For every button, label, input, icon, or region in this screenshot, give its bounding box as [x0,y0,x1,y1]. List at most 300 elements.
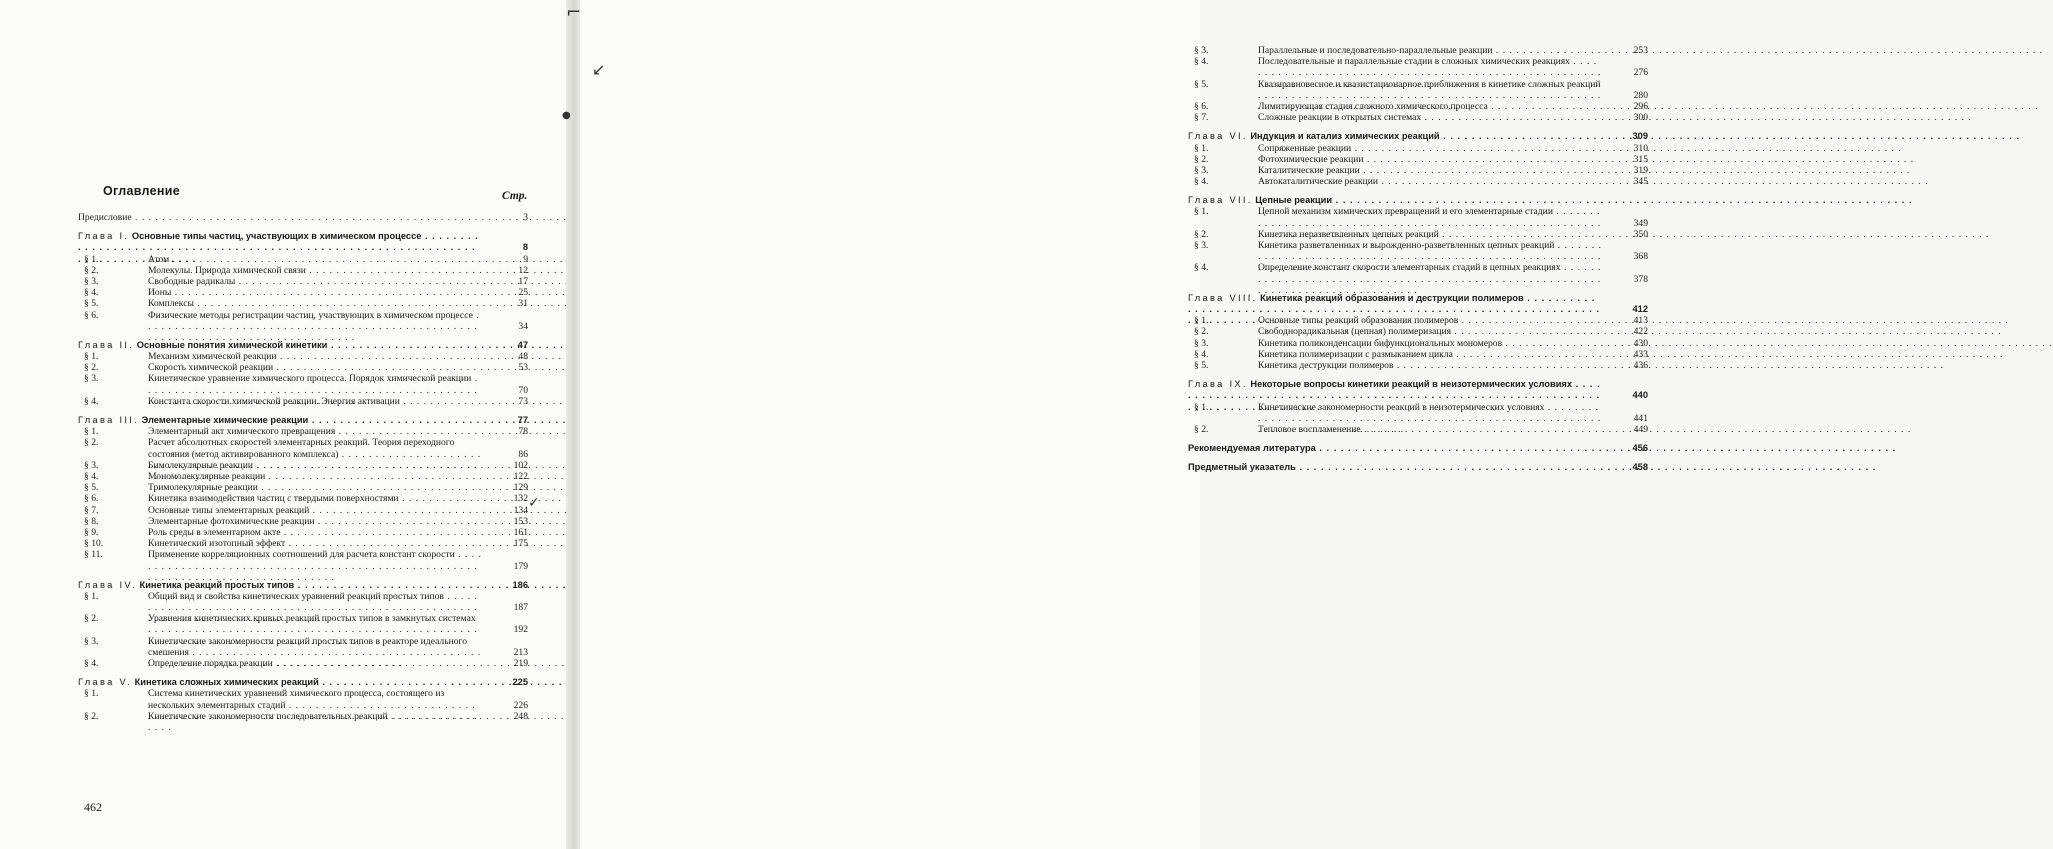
section-number: § 3. [1194,45,1209,56]
entry-text: Квазиравновесное и квазистационарное приближения в кинетике сложных реакций [1258,78,1601,90]
section-number: § 3. [1194,164,1209,176]
section-number: § 2. [1194,153,1209,165]
toc-chapter [78,677,528,688]
toc-entry-title [78,415,528,426]
toc-entry-title [84,437,528,460]
entry-text: Общий вид и свойства кинетических уравнений реакций простых типов [148,590,444,602]
entry-text: Предисловие [78,212,132,223]
entry-text: Основные типы частиц, участвующих в химическом процессе [131,231,422,242]
toc-section [84,253,528,265]
toc-page-number: 349 [1633,217,1648,229]
toc-section [84,493,528,505]
entry-text: Последовательные и параллельные стадии в сложных химических реакциях [1258,56,1570,68]
toc-section [1194,153,1648,165]
toc-section [84,613,528,636]
toc-page-number: 345 [1633,176,1648,188]
toc-page-number: 78 [518,426,528,438]
toc-page-number: 86 [518,448,528,460]
toc-section [84,688,528,711]
toc-page-number: 413 [1633,315,1648,327]
toc-page-number: 378 [1633,273,1648,285]
chapter-prefix: Глава III. [78,415,140,426]
toc-entry-title [84,275,528,287]
section-number: § 4. [1194,56,1209,68]
toc-page-number: 436 [1633,359,1648,371]
section-number: § 5. [84,482,99,494]
toc-entry-title [84,459,528,471]
toc-entry-title [84,538,528,550]
toc-page-number: 25 [518,287,528,299]
toc-page-number: 34 [518,320,528,332]
entry-text: Свободные радикалы [148,275,236,287]
toc-entry-title [84,493,528,505]
toc-page-number: 368 [1633,251,1648,263]
toc-entry-title [1194,228,1648,240]
entry-text: Лимитирующая стадия сложного химического процесса [1258,100,1488,112]
toc-page-number: 77 [517,415,528,426]
toc-section [84,635,528,658]
toc-entry-title [84,515,528,527]
section-number: § 6. [1194,100,1209,112]
entry-text: Кинетический изотопный эффект [148,538,286,550]
toc-page-number: 226 [513,699,528,711]
toc-chapter [78,415,528,426]
toc-page-number: 280 [1633,89,1648,101]
scan-mark-icon: ⌐ [566,2,582,23]
toc-page-number: 73 [518,395,528,407]
page-number: 462 [84,800,102,814]
entry-text: Каталитические реакции [1258,164,1360,176]
toc-section [84,459,528,471]
section-number: § 6. [84,493,99,505]
toc-entry-title [1194,315,1648,327]
entry-text: Цепные реакции [1255,195,1333,206]
entry-text: Константа скорости химической реакции. Энергия активации [148,395,400,407]
toc-entry-title [1194,56,1648,78]
toc-entry-title [1188,379,1648,401]
toc-entry-title [84,373,528,395]
entry-text: Элементарные фотохимические реакции [148,515,315,527]
toc-section [84,275,528,287]
toc-section [84,538,528,550]
toc-entry-title [1194,240,1648,262]
entry-text: Кинетика поликонденсации бифункциональных мономеров [1258,337,1503,349]
toc-entry-title [1194,176,1648,188]
section-number: § 3. [84,275,99,287]
toc-entry-title [84,426,528,438]
chapter-prefix: Глава II. [78,339,135,350]
section-number: § 3. [84,635,99,647]
chapter-prefix: Глава VII. [1188,195,1253,206]
page-title: Оглавление [103,184,180,198]
entry-text: Рекомендуемая литература [1188,443,1316,454]
toc-page-number: 9 [523,253,528,265]
toc-page-number: 276 [1633,67,1648,79]
section-number: § 2. [1194,326,1209,338]
toc-entry-title [1194,348,1648,360]
toc-entry-title [1188,131,1648,142]
section-number: § 1. [84,253,99,265]
toc-entry-title [1194,142,1648,154]
toc-section [1194,100,1648,112]
entry-text: Параллельные и последовательно-параллельные реакции [1258,45,1493,56]
toc-page-number: 129 [513,482,528,494]
toc-chapter [1188,293,1648,315]
toc-entry-title [1194,164,1648,176]
toc-page-number: 456 [1632,443,1648,454]
toc-entry-title [1194,45,1648,56]
toc-section [84,362,528,374]
page-column-header: Стр. [502,190,528,202]
entry-text: Кинетика неразветвленных цепных реакций [1258,228,1439,240]
toc-section [1194,359,1648,371]
toc-section [84,590,528,614]
toc-section [84,298,528,310]
section-number: § 7. [84,504,99,516]
toc-entry-title [84,613,528,635]
entry-text: Кинетика полимеризации с размыканием цикла [1258,348,1453,360]
toc-entry-title [84,264,528,276]
section-number: § 4. [84,658,99,670]
toc-page-number: 422 [1633,326,1648,338]
section-number: § 4. [84,287,99,299]
entry-text: Бимолекулярные реакции [148,459,254,471]
toc-section [84,515,528,527]
section-number: § 3. [1194,337,1209,349]
toc-page-number: 12 [518,264,528,276]
toc-page-number: 179 [513,560,528,572]
entry-text: Физические методы регистрации частиц, участвующих в химическом процессе [148,309,473,321]
toc-section [84,549,528,572]
section-number: § 1. [1194,142,1209,154]
toc-entry-title [1194,78,1648,101]
toc-chapter [78,580,528,591]
toc-entry-title [1188,443,1648,454]
toc-entry-title [84,471,528,482]
toc-page-number: 102 [513,459,528,471]
toc-entry-title [1194,423,1648,435]
toc-page-number: 412 [1632,304,1648,315]
entry-text: Кинетика деструкции полимеров [1258,359,1394,371]
section-number: § 5. [1194,78,1209,90]
section-number: § 9. [84,526,99,538]
toc-entry-title [84,362,528,374]
section-number: § 4. [1194,176,1209,188]
section-number: § 4. [84,471,99,482]
toc-entry-title [84,395,528,407]
toc-entry-title [84,590,528,613]
entry-text: Индукция и катализ химических реакций [1250,131,1440,142]
toc-entry-title [78,231,528,253]
toc-page-number: 17 [518,275,528,287]
toc-page-number: 187 [513,602,528,614]
toc-section [84,526,528,538]
section-number: § 4. [84,395,99,407]
toc-section [1194,262,1648,285]
toc-section [1194,176,1648,188]
entry-text: Кинетические закономерности реакций в неизотермических условиях [1258,401,1545,413]
chapter-prefix: Глава IX. [1188,379,1248,390]
entry-text: Элементарные химические реакции [141,415,309,426]
toc-entry-title [78,580,528,591]
toc-entry-title [84,351,528,363]
toc-chapter [78,231,528,253]
toc-entry-title [1194,153,1648,165]
toc-page-number: 70 [518,384,528,396]
entry-text: Уравнения кинетических кривых реакций простых типов в замкнутых системах [148,613,476,625]
toc-section [84,287,528,299]
toc-entry-title [1188,293,1648,315]
entry-text: Элементарный акт химического превращения [148,426,336,438]
section-number: § 2. [84,362,99,374]
entry-text: Механизм химической реакции [148,351,277,363]
section-number: § 1. [84,688,99,700]
toc-section [84,373,528,396]
toc-section [1194,401,1648,424]
entry-text: Применение корреляционных соотношений для расчета констант скорости [148,549,455,561]
entry-text: Основные понятия химической кинетики [136,339,328,350]
section-number: § 5. [84,298,99,310]
toc-page-number: 8 [522,242,528,253]
entry-text: Свободнорадикальная (цепная) полимеризация [1258,326,1452,338]
section-number: § 5. [1194,359,1209,371]
toc-section [1194,228,1648,240]
section-number: § 2. [1194,423,1209,435]
section-number: § 7. [1194,112,1209,124]
toc-page-number: 309 [1632,131,1648,142]
entry-text: Основные типы реакций образования полимеров [1258,315,1459,327]
toc-section [1194,348,1648,360]
chapter-prefix: Глава VIII. [1188,292,1258,303]
toc-page-number: 310 [1633,142,1648,154]
toc-page-number: 186 [512,579,528,590]
toc-section [84,482,528,494]
toc-entry-title [1194,337,1648,349]
toc-chapter [1188,195,1648,206]
section-number: § 3. [84,459,99,471]
section-number: § 10. [84,538,104,550]
toc-entry [78,212,528,223]
toc-section [84,437,528,460]
toc-page-number: 441 [1633,412,1648,424]
toc-entry-title [84,635,528,658]
toc-section [1194,142,1648,154]
toc-entry-title [84,688,528,711]
toc-section [84,504,528,516]
toc-list-left [78,212,528,722]
toc-page-number: 213 [513,646,528,658]
entry-text: Роль среды в элементарном акте [148,526,281,538]
entry-text: Кинетика сложных химических реакций [134,677,319,688]
section-number: § 1. [1194,206,1209,218]
entry-text: Сложные реакции в открытых системах [1258,112,1422,124]
toc-page-number: 48 [518,351,528,363]
toc-section [1194,56,1648,79]
toc-page-number: 122 [513,470,528,482]
toc-entry-title [1188,462,1648,473]
toc-page-number: 300 [1633,112,1648,124]
section-number: § 4. [1194,262,1209,274]
toc-entry-title [84,287,528,299]
entry-text: Предметный указатель [1188,462,1296,473]
toc-page-number: 253 [1633,44,1648,56]
toc-page-number: 350 [1633,228,1648,240]
entry-text: Кинетическое уравнение химического процесса. Порядок химической реакции [148,373,472,385]
toc-section [1194,164,1648,176]
pencil-mark-icon: ↙ [592,60,606,79]
toc-entry-title [1194,401,1648,424]
section-number: § 6. [84,309,99,321]
toc-section [1194,112,1648,124]
section-number: § 4. [1194,348,1209,360]
toc-entry-title [84,298,528,310]
toc-entry-title [84,549,528,571]
entry-text: Сопряженные реакции [1258,142,1352,154]
toc-page-number: 296 [1633,100,1648,112]
check-mark-icon: ✓ [528,495,540,511]
section-number: § 1. [84,426,99,438]
section-number: § 1. [1194,401,1209,413]
toc-page-number: 47 [517,339,528,350]
chapter-prefix: Глава VI. [1188,131,1248,142]
toc-section [1194,206,1648,229]
toc-section [84,470,528,482]
entry-text: Автокаталитические реакции [1258,176,1379,188]
entry-text: Атом [148,253,170,265]
toc-page-number: 219 [513,658,528,670]
toc-entry-title [84,309,528,332]
toc-entry-title [1194,359,1648,371]
toc-section [1194,44,1648,56]
section-number: § 1. [84,351,99,363]
toc-section [84,658,528,670]
chapter-prefix: Глава I. [78,231,130,242]
toc-page-number: 440 [1632,390,1648,401]
toc-entry-title [84,526,528,538]
toc-section [84,710,528,722]
chapter-prefix: Глава IV. [78,579,137,590]
toc-section [1194,315,1648,327]
left-page [0,0,568,849]
toc-page-number: 315 [1633,153,1648,165]
entry-text: Определение констант скорости элементарных стадий в цепных реакциях [1258,262,1561,274]
entry-text: Расчет абсолютных скоростей элементарных реакций. Теория переходного состояния (метод активированного комплекса) [148,437,455,460]
entry-text: Кинетика реакций простых типов [139,579,295,590]
entry-text: Кинетические закономерности реакций простых типов в реакторе идеального смешения [148,635,467,658]
entry-text: Кинетические закономерности последовательных реакций [148,710,388,722]
toc-entry-title [1194,326,1648,338]
entry-text: Молекулы. Природа химической связи [148,264,306,276]
entry-text: Некоторые вопросы кинетики реакций в неизотермических условиях [1250,379,1573,390]
section-number: § 2. [84,264,99,276]
toc-entry [1188,462,1648,473]
toc-chapter [78,340,528,351]
entry-text: Комплексы [148,298,194,310]
entry-text: Основные типы элементарных реакций [148,504,310,516]
toc-entry-title [84,658,528,670]
section-number: § 2. [84,613,99,625]
toc-page-number: 53 [518,362,528,374]
toc-entry-title [1194,112,1648,124]
section-number: § 11. [84,549,103,561]
toc-section [84,264,528,276]
dot-mark-icon: ● [562,110,571,121]
toc-section [1194,78,1648,101]
toc-list-right [1188,45,1648,474]
toc-entry-title [78,677,528,688]
entry-text: Система кинетических уравнений химического процесса, состоящего из нескольких элементарных стадий [148,688,445,711]
entry-text: Тепловое воспламенение [1258,423,1361,435]
section-number: § 8. [84,515,99,527]
section-number: § 3. [1194,240,1209,252]
toc-entry-title [84,504,528,516]
toc-entry-title [1194,206,1648,228]
toc-entry-title [84,482,528,494]
entry-text: Кинетика взаимодействия частиц с твердыми поверхностями [148,493,399,505]
toc-page-number: 458 [1632,462,1648,473]
toc-page-number: 248 [513,710,528,722]
section-number: § 1. [1194,315,1209,327]
toc-page-number: 433 [1633,348,1648,360]
section-number: § 2. [1194,228,1209,240]
toc-section [84,426,528,438]
entry-text: Определение порядка реакции [148,658,273,670]
toc-section [1194,337,1648,349]
entry-text: Фотохимические реакции [1258,153,1364,165]
toc-page-number: 31 [518,298,528,310]
section-number: § 2. [84,437,99,449]
toc-entry-title [84,710,528,722]
toc-page-number: 192 [513,624,528,636]
toc-chapter [1188,379,1648,401]
toc-page-number: 153 [513,515,528,527]
toc-section [84,351,528,363]
toc-section [1194,240,1648,263]
toc-page-number: 175 [513,538,528,550]
section-number: § 2. [84,710,99,722]
toc-entry-title [1194,100,1648,112]
toc-page-number: 430 [1633,337,1648,349]
toc-entry-title [1194,262,1648,284]
section-number: § 1. [84,590,99,602]
toc-section [1194,326,1648,338]
toc-page-number: 319 [1633,164,1648,176]
toc-page-number: 132 [513,493,528,505]
toc-entry-title [78,340,528,351]
entry-text: Мономолекулярные реакции [148,471,266,482]
toc-page-number: 161 [513,526,528,538]
toc-page-number: 3 [523,211,528,223]
toc-entry [1188,443,1648,454]
entry-text: Цепной механизм химических превращений и его элементарные стадии [1258,206,1553,218]
right-page [580,0,1648,849]
toc-page-number: 134 [513,504,528,516]
toc-page-number: 449 [1633,423,1648,435]
entry-text: Ионы [148,287,172,299]
toc-section [84,309,528,332]
section-number: § 3. [84,373,99,385]
toc-chapter [1188,131,1648,142]
toc-page-number: 225 [512,677,528,688]
toc-section [84,395,528,407]
chapter-prefix: Глава V. [78,677,133,688]
toc-entry-title [1188,195,1648,206]
toc-section [1194,423,1648,435]
entry-text: Скорость химической реакции [148,362,274,374]
toc-entry-title [78,212,528,223]
entry-text: Кинетика реакций образования и деструкции полимеров [1260,292,1524,303]
toc-entry-title [84,253,528,265]
